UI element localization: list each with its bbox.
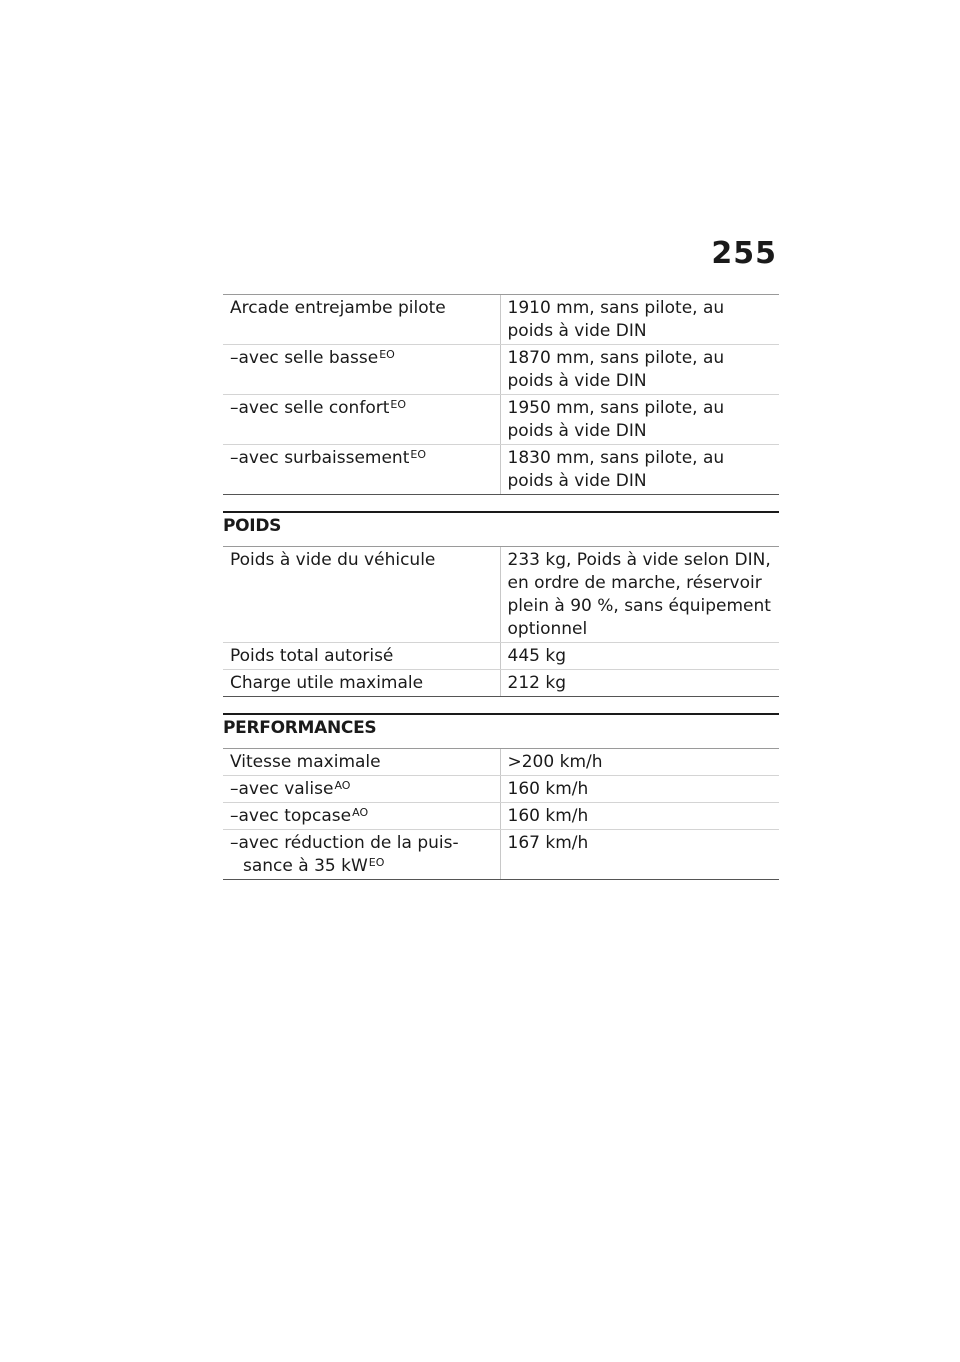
spec-label: –avec réduction de la puissance à 35 kW	[230, 833, 459, 876]
spec-label: Arcade entrejambe pilote	[230, 298, 446, 318]
spec-value: 167 km/h	[500, 830, 779, 880]
equipment-note: EO	[368, 856, 385, 869]
spec-label-cell	[223, 295, 500, 345]
spec-label: Vitesse maximale	[230, 752, 381, 772]
table-row	[223, 445, 779, 495]
spec-content	[223, 294, 779, 880]
equipment-note: EO	[410, 448, 426, 461]
spec-label: Charge utile maximale	[223, 670, 500, 697]
spec-label-cell	[223, 749, 500, 776]
spec-value: >200 km/h	[500, 749, 779, 776]
section-title-performances: PERFORMANCES	[223, 713, 779, 738]
table-row	[223, 830, 779, 880]
performance-table	[223, 748, 779, 880]
table-row	[223, 643, 779, 670]
accessory-note: AO	[334, 779, 351, 792]
spec-value: 160 km/h	[500, 803, 779, 830]
table-row	[223, 803, 779, 830]
spec-label: –avec valise	[230, 779, 334, 799]
equipment-note: EO	[379, 348, 395, 361]
equipment-note: EO	[390, 398, 406, 411]
spec-value: 212 kg	[500, 670, 779, 697]
spec-label: –avec surbaissement	[230, 448, 410, 468]
spec-value: 1870 mm, sans pilote, au poids à vide DIN	[500, 345, 779, 395]
accessory-note: AO	[352, 806, 369, 819]
spec-value: 1950 mm, sans pilote, au poids à vide DIN	[500, 395, 779, 445]
spec-value: 1910 mm, sans pilote, au poids à vide DIN	[500, 295, 779, 345]
section-title-poids: POIDS	[223, 511, 779, 536]
spec-value: 1830 mm, sans pilote, au poids à vide DIN	[500, 445, 779, 495]
spec-label-cell	[223, 776, 500, 803]
spec-label-cell	[223, 830, 500, 880]
table-row	[223, 670, 779, 697]
weight-table	[223, 546, 779, 697]
spec-value: 445 kg	[500, 643, 779, 670]
spec-label: Poids à vide du véhicule	[223, 547, 500, 643]
table-row	[223, 295, 779, 345]
spec-label: –avec selle confort	[230, 398, 390, 418]
table-row	[223, 345, 779, 395]
spec-label-cell	[223, 803, 500, 830]
spec-label: –avec selle basse	[230, 348, 379, 368]
table-row	[223, 776, 779, 803]
spec-value: 233 kg, Poids à vide selon DIN, en ordre de marche, réservoir plein à 90 %, sans équipement optionnel	[500, 547, 779, 643]
spec-label-cell	[223, 395, 500, 445]
table-row	[223, 547, 779, 643]
spec-label: Poids total autorisé	[223, 643, 500, 670]
spec-value: 160 km/h	[500, 776, 779, 803]
spec-label-cell	[223, 345, 500, 395]
spec-label: –avec topcase	[230, 806, 352, 826]
spec-label-cell	[223, 445, 500, 495]
seat-height-table	[223, 294, 779, 495]
table-row	[223, 749, 779, 776]
table-row	[223, 395, 779, 445]
page-number: 255	[711, 236, 777, 271]
